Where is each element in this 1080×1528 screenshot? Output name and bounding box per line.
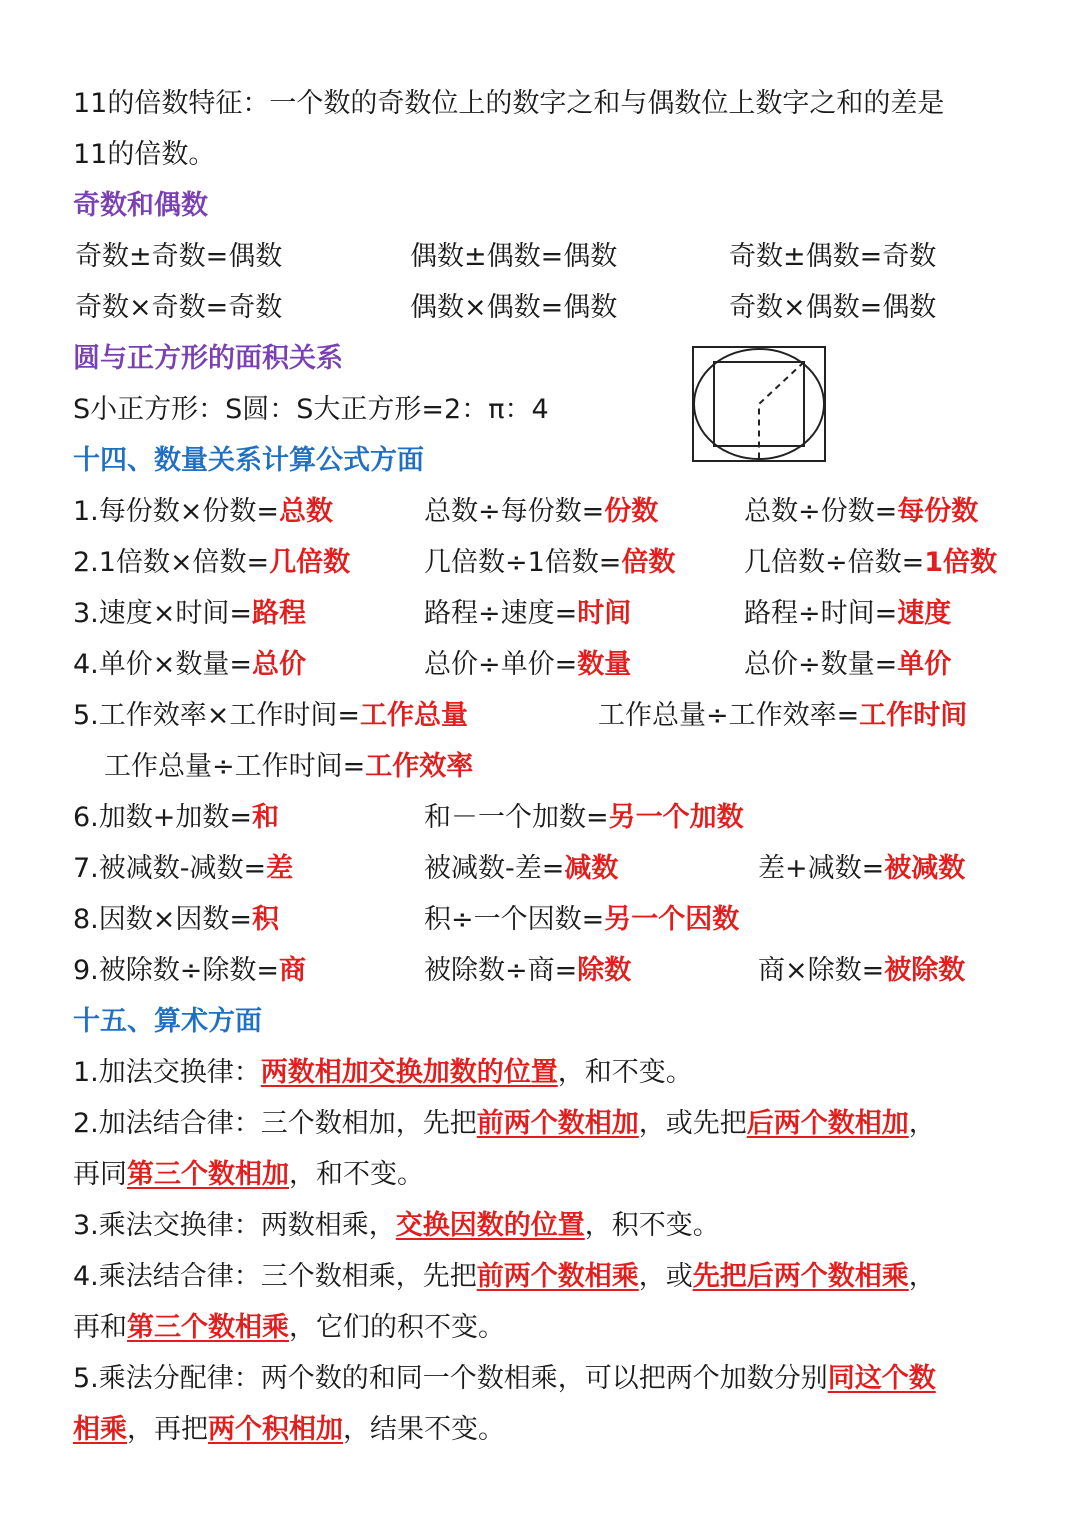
formula-expr: 9.被除数÷除数= [73,955,280,986]
formula-expr: 总数÷份数= [744,496,898,527]
formula-expr: 和－一个加数= [424,802,609,833]
intro-line-2 [0,129,1080,180]
formula-answer: 几倍数 [269,547,351,578]
law-key-phrase: 相乘 [73,1414,127,1445]
formula-expr: 被除数÷商= [424,955,578,986]
formula-expr: 4.单价×数量= [73,649,253,680]
formula [758,945,965,996]
formula [73,537,350,588]
law-line-3 [0,1149,1080,1200]
law-plain: ，或 [638,1261,693,1292]
law-key-phrase: 两个积相加 [208,1414,343,1445]
law-plain: 4.乘法结合律：三个数相乘，先把 [73,1261,477,1292]
formula-expr: 8.因数×因数= [73,904,253,935]
law-key-phrase: 先把后两个数相乘 [692,1261,909,1292]
formula-expr: 6.加数+加数= [73,802,253,833]
law-text [73,1404,505,1455]
formula [73,486,333,537]
formula-expr: 几倍数÷倍数= [744,547,925,578]
odd-even-heading: 奇数和偶数 [73,190,208,221]
law-text [73,1200,720,1251]
formula-expr: 总数÷每份数= [424,496,605,527]
section15-heading-line [0,996,1080,1047]
formula-answer: 份数 [604,496,659,527]
law-plain: 5.乘法分配律：两个数的和同一个数相乘，可以把两个加数分别 [73,1363,828,1394]
formula-answer: 被除数 [884,955,966,986]
formula-answer: 另一个加数 [608,802,744,833]
law-plain: ，它们的积不变。 [289,1312,505,1343]
law-line-4 [0,1200,1080,1251]
formula [744,537,997,588]
formula [73,894,279,945]
formula-answer: 减数 [564,853,619,884]
formula [424,792,744,843]
law-text [73,1149,424,1200]
odd-even-row-1 [0,231,1080,282]
law-line-8 [0,1404,1080,1455]
formula [744,486,978,537]
law-text [73,1302,505,1353]
formula-row-5 [0,690,1080,741]
formula-answer: 速度 [897,598,952,629]
formula [73,588,306,639]
formula [744,639,951,690]
formula-row-9 [0,945,1080,996]
odd-even-rule: 奇数×奇数=奇数 [75,292,283,323]
formula-answer: 差 [266,853,294,884]
odd-even-rule: 奇数±奇数=偶数 [75,241,283,272]
odd-even-rule: 偶数×偶数=偶数 [410,292,618,323]
formula [73,639,306,690]
law-line-1 [0,1047,1080,1098]
odd-even-row-2 [0,282,1080,333]
formula-expr: 总价÷单价= [424,649,578,680]
formula [73,690,468,741]
law-plain: ，结果不变。 [343,1414,505,1445]
law-plain: ，和不变。 [557,1057,693,1088]
formula [424,843,618,894]
law-plain: ，或先把 [638,1108,747,1139]
formula-expr: 被减数-差= [424,853,565,884]
law-plain: 2.加法结合律：三个数相加，先把 [73,1108,477,1139]
formula [73,843,293,894]
formula [424,894,739,945]
formula-expr: 总价÷数量= [744,649,898,680]
law-plain: ，和不变。 [289,1159,424,1190]
formula [744,588,951,639]
law-key-phrase: 前两个数相乘 [476,1261,639,1292]
formula [424,945,631,996]
odd-even-rule: 奇数×偶数=偶数 [729,292,937,323]
formula-answer: 路程 [252,598,307,629]
law-key-phrase: 交换因数的位置 [395,1210,585,1241]
formula-row-8 [0,894,1080,945]
formula-row-5b [0,741,1080,792]
formula [73,792,279,843]
section14-heading-line [0,435,1080,486]
law-key-phrase: 同这个数 [827,1363,936,1394]
formula-answer: 商 [279,955,307,986]
law-text [73,1098,936,1149]
formula-answer: 倍数 [621,547,676,578]
formula-answer: 除数 [577,955,632,986]
law-plain: ，再把 [127,1414,208,1445]
odd-even-rule: 偶数±偶数=偶数 [410,241,618,272]
formula-answer: 被减数 [884,853,966,884]
formula-expr: 路程÷速度= [424,598,578,629]
formula-row-7 [0,843,1080,894]
formula [598,690,967,741]
formula [424,588,631,639]
section14-heading: 十四、数量关系计算公式方面 [73,445,424,476]
formula-answer: 工作总量 [360,700,469,731]
law-plain: 1.加法交换律： [73,1057,261,1088]
formula-expr: 几倍数÷1倍数= [424,547,622,578]
formula-expr: 1.每份数×份数= [73,496,280,527]
intro-text-2: 11的倍数。 [73,139,216,170]
law-plain: 再和 [73,1312,127,1343]
formula-expr: 3.速度×时间= [73,598,253,629]
law-key-phrase: 两数相加交换加数的位置 [260,1057,558,1088]
formula [73,945,306,996]
law-line-6 [0,1302,1080,1353]
formula-expr: 差+减数= [758,853,885,884]
formula-expr: 5.工作效率×工作时间= [73,700,361,731]
formula-answer: 数量 [577,649,632,680]
odd-even-rule: 奇数±偶数=奇数 [729,241,937,272]
formula-expr: 2.1倍数×倍数= [73,547,270,578]
intro-line-1 [0,78,1080,129]
formula [424,537,675,588]
law-line-5 [0,1251,1080,1302]
law-text [73,1251,936,1302]
formula-answer: 1倍数 [924,547,998,578]
formula-row-4 [0,639,1080,690]
formula-answer: 积 [252,904,280,935]
formula-row-2 [0,537,1080,588]
law-plain: 再同 [73,1159,127,1190]
law-key-phrase: 第三个数相乘 [127,1312,289,1343]
law-key-phrase: 第三个数相加 [127,1159,289,1190]
formula-answer: 单价 [897,649,952,680]
circle-square-heading-line [0,333,1080,384]
law-plain: ，积不变。 [584,1210,720,1241]
formula-expr: 商×除数= [758,955,885,986]
formula-row-3 [0,588,1080,639]
law-text [73,1047,693,1098]
formula-answer: 和 [252,802,280,833]
formula [758,843,965,894]
formula-expr: 7.被减数-减数= [73,853,267,884]
formula-row-1 [0,486,1080,537]
law-key-phrase: 后两个数相加 [746,1108,909,1139]
formula-expr: 路程÷时间= [744,598,898,629]
formula-expr: 工作总量÷工作时间= [104,751,366,782]
formula-answer: 工作时间 [859,700,968,731]
law-key-phrase: 前两个数相加 [476,1108,639,1139]
formula-answer: 总价 [252,649,307,680]
circle-square-heading: 圆与正方形的面积关系 [73,343,343,374]
formula-expr: 积÷一个因数= [424,904,605,935]
formula-answer: 工作效率 [365,751,474,782]
section15-heading: 十五、算术方面 [73,1006,262,1037]
formula-row-6 [0,792,1080,843]
formula-answer: 总数 [279,496,334,527]
law-plain: 3.乘法交换律：两数相乘， [73,1210,396,1241]
circle-square-ratio: S小正方形：S圆：S大正方形=2：π：4 [73,394,549,425]
formula [104,741,473,792]
formula [424,486,658,537]
formula-expr: 工作总量÷工作效率= [598,700,860,731]
formula-answer: 每份数 [897,496,979,527]
law-line-7 [0,1353,1080,1404]
formula-answer: 另一个因数 [604,904,740,935]
law-plain: ， [908,1108,936,1139]
law-line-2 [0,1098,1080,1149]
intro-text-1: 11的倍数特征：一个数的奇数位上的数字之和与偶数位上数字之和的差是 [73,88,945,119]
formula-answer: 时间 [577,598,632,629]
formula [424,639,631,690]
circle-square-ratio-line [0,384,1080,435]
law-plain: ， [908,1261,936,1292]
law-text [73,1353,936,1404]
odd-even-heading-line [0,180,1080,231]
